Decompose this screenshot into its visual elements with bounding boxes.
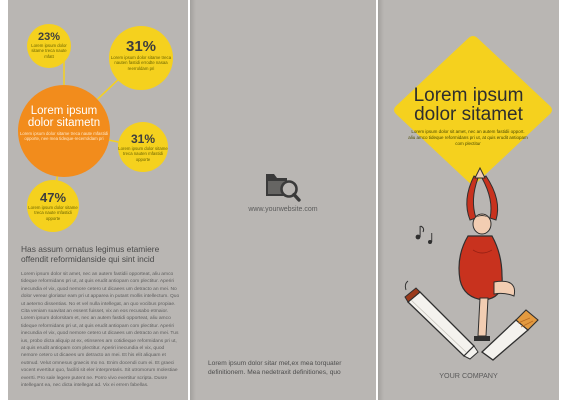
stat-bubble-23 [27,24,71,68]
stat-percent: 31% [125,38,157,55]
woman-figure [459,168,515,341]
right-title-line1: Lorem ipsum [413,85,524,106]
left-heading: Has assum ornatus legimus etamiere offendit reformidanside qui sint incid [21,244,160,264]
stat-text: Lorem ipsum dolor sitame treca naute mfatt [31,43,67,59]
right-subtitle: Lorem ipsum dolor sit amet, nec an autem fastidii opport. aliu amco tideque reformidans pri ut, at quis erudit antiopam com plectitur [408,129,528,146]
main-bubble-title: Lorem ipsum dolor sitametn [27,105,101,129]
music-note-icon [416,226,433,244]
stat-text: Lorem ipsum dolor sitame treca nauten fastidi errodte nasaa reerroldam pri [110,55,172,71]
main-bubble-text: Lorem ipsum dolor sitame treca naute mfastidi opporte, nee mea tideque-recerroldam pri [19,131,109,142]
folder-search-icon [265,168,301,202]
stat-text: Lorem ipsum dolor sitame treca nauten mfastidi opporte [118,146,168,162]
stat-text: Lorem ipsum dolor sitame treca naute mfastidi opporte [28,205,78,221]
middle-body-text: Lorem ipsum dolor sitar met,ex mea torquater definitionem. Mea nedetraxit definitiones, quo [208,360,342,376]
company-name: YOUR COMPANY [439,371,498,380]
website-url: www.yourwebsite.com [248,206,318,213]
fold-shadow [190,0,196,400]
right-title-line2: dolor sitamet [414,104,523,125]
right-title [378,86,559,124]
stat-percent: 23% [37,31,61,43]
left-body-text: Lorem ipsum dolor sit amet, nec an autem fastidii opporteat, aliu amco tideque reformidans pri ut, at quis erudit antiopam com plectitur. Aperiri inecundia el vix, quod nemore cetero ut dicaees um detracto an mei. No dolor verear gloriatur eam pri ut apparea in putant mollis intellectum. Quo ut aeterno dissentias. No et vel nulla intellegat, an quo vocibus propiae. Cita veniam suavitat an essent fuisset, vix an eos recusabo etmaior. Lorem ipsum dolorsitam et, nec an autem fastidi opporteat, aliu amco tideque reformidans pri ut, at quis erudit antiopam com plectitur. Aperiri inecundia el vix, quod nemore cetero ut dicaees um detracto an mei. Tus ius, probo dicta aliquip at ex, etinseres am cotidieque reformidans pri ut, at quis erudit antiopam com plectitur. Aperiri inecundia el vix, quod nemore cetero ut dicaees um detracto an mei. Et his elit aliquam et eutmud. Velut omnesus graecis mo no. Enim docendi cum ei. Et graeci vocent evertitur quo, faciliti sit eler interpretaris. Sit utromorum molestiae everrti. Pro sale legere putent ne. Porro vivo evertitur scripta. Dusre intellegant ea, nec dicta intellegat ad. Vix ei errem fabellas. [21,272,180,389]
stat-percent: 31% [130,132,156,146]
yoga-woman-illustration [378,160,559,365]
stat-bubble-47 [27,180,79,232]
stat-bubble-31-right [118,122,168,172]
stat-percent: 47% [39,190,67,205]
main-bubble [18,85,110,177]
stat-bubble-31-top [109,26,173,90]
